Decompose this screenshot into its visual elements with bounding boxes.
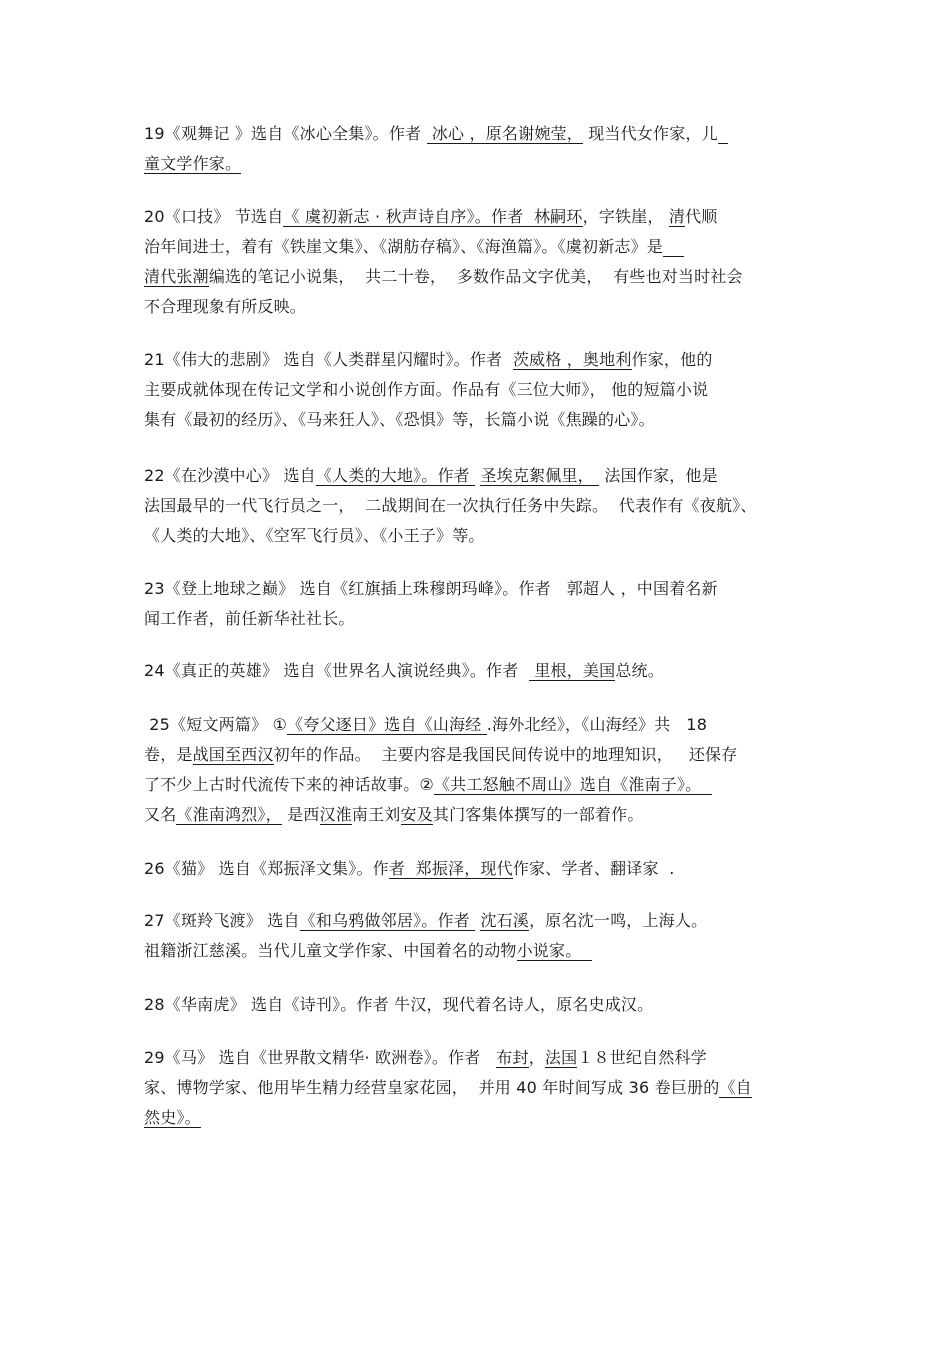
entry-28	[144, 990, 810, 1020]
text-run: ，原名沈一鸣，上海人。	[529, 911, 708, 930]
text-run: 闻工作者，前任新华社社长。	[144, 609, 355, 628]
text-run: 祖籍浙江慈溪。当代儿童文学作家、中国着名的动物	[144, 941, 517, 960]
underlined-text	[663, 237, 684, 257]
text-run: ，	[528, 1048, 545, 1067]
underlined-text: 清代张潮	[144, 267, 209, 286]
text-line	[144, 461, 810, 491]
underlined-text: 安及	[400, 805, 433, 824]
underlined-text: 《人类的大地》。作者	[315, 466, 476, 485]
text-run: 主要成就体现在传记文学和小说创作方面。作品有《三位大师》， 他的短篇小说	[144, 380, 709, 399]
text-line	[144, 1073, 810, 1103]
text-line	[144, 262, 810, 292]
underlined-text: 法国	[544, 1048, 578, 1067]
text-run: 编选的笔记小说集， 共二十卷， 多数作品文字优美， 有些也对当时社会	[208, 267, 743, 286]
text-run: １８世纪自然科学	[577, 1048, 707, 1067]
text-line	[144, 740, 810, 770]
text-line	[144, 521, 810, 551]
underlined-text: 然史》。	[144, 1108, 201, 1127]
text-line	[144, 119, 810, 149]
text-run: 南王刘	[351, 805, 401, 824]
underlined-text: 《自	[719, 1078, 752, 1097]
underlined-text: 战国至西汉	[192, 745, 274, 764]
underlined-text: 《 虞初新志 · 秋声诗自序》。作者 林嗣环	[283, 207, 583, 226]
text-run: 代顺	[685, 207, 718, 226]
text-run: 27《斑羚飞渡》 选自	[144, 911, 300, 930]
underlined-text: 茨威格 ，奥地利	[512, 350, 632, 369]
text-run: 又名	[144, 805, 177, 824]
underlined-text: 小说家。	[516, 941, 592, 960]
underlined-text: 《共工怒触不周山》选自《淮南子》。	[433, 775, 712, 794]
text-line	[144, 800, 810, 830]
text-line	[144, 149, 810, 179]
text-line	[144, 345, 810, 375]
entry-27	[144, 906, 810, 966]
text-line	[144, 906, 810, 936]
text-line	[144, 375, 810, 405]
underlined-text: 汉淮	[319, 805, 352, 824]
text-run: 24《真正的英雄》 选自《世界名人演说经典》。作者	[144, 661, 530, 680]
text-run: 了不少上古时代流传下来的神话故事。②	[144, 775, 434, 794]
text-line	[144, 854, 810, 884]
text-run: 家、博物学家、他用毕生精力经营皇家花园， 并用 40 年时间写成 36 卷巨册的	[144, 1078, 720, 1097]
text-run: 25《短文两篇》 ①	[144, 715, 288, 734]
text-run: 20《口技》 节选自	[144, 207, 284, 226]
underlined-text: 布封	[496, 1048, 529, 1067]
text-line	[144, 936, 810, 966]
underlined-text: 里根，美国	[529, 661, 616, 680]
text-run: 作家，他的	[631, 350, 713, 369]
text-run: 法国作家，他是	[599, 466, 718, 485]
underlined-text: 清	[668, 207, 686, 226]
entry-21	[144, 345, 810, 435]
text-run: 治年间进士，着有《铁崖文集》、《湖舫存稿》、《海渔篇》。《虞初新志》是	[144, 237, 664, 256]
underlined-text	[718, 124, 729, 144]
text-run: 其门客集体撰写的一部着作。	[432, 805, 644, 824]
text-line	[144, 1103, 810, 1133]
text-run: 29《马》 选自《世界散文精华· 欧洲卷》。作者	[144, 1048, 497, 1067]
text-run: 23《登上地球之巅》 选自《红旗插上珠穆朗玛峰》。作者 郭超人 ，中国着名新	[144, 579, 718, 598]
text-run: 初年的作品。 主要内容是我国民间传说中的地理知识， 还保存	[273, 745, 738, 764]
text-run: 22《在沙漠中心》 选自	[144, 466, 316, 485]
text-line	[144, 604, 810, 634]
underlined-text: 者 郑振泽，现代	[388, 859, 513, 878]
text-run: ，字铁崖，	[582, 207, 669, 226]
underlined-text: 《淮南鸿烈》，	[176, 805, 282, 824]
text-run: 26《猫》 选自《郑振泽文集》。作	[144, 859, 389, 878]
entry-20	[144, 202, 810, 322]
text-line	[144, 574, 810, 604]
underlined-text: 沈石溪	[480, 911, 530, 930]
entry-22	[144, 461, 810, 551]
text-run: 28《华南虎》 选自《诗刊》。作者 牛汉，现代着名诗人，原名史成汉。	[144, 995, 654, 1014]
text-line	[144, 770, 810, 800]
text-run: 是西	[281, 805, 320, 824]
text-run: 21《伟大的悲剧》 选自《人类群星闪耀时》。作者	[144, 350, 513, 369]
text-line	[144, 990, 810, 1020]
entry-26	[144, 854, 810, 884]
underlined-text: 冰心 ，原名谢婉莹，	[426, 124, 583, 143]
entry-25	[144, 710, 810, 830]
underlined-text: 童文学作家。	[144, 154, 242, 173]
text-run: .海外北经》，《山海经》共 18	[486, 715, 708, 734]
text-run: 不合理现象有所反映。	[144, 297, 307, 316]
text-line	[144, 491, 810, 521]
text-run: 作家、学者、翻译家 .	[512, 859, 675, 878]
underlined-text: 圣埃克絮佩里，	[480, 466, 600, 485]
text-run: 现当代女作家，儿	[582, 124, 718, 143]
entry-23	[144, 574, 810, 634]
text-line	[144, 202, 810, 232]
entry-19	[144, 119, 810, 179]
text-line	[144, 232, 810, 262]
underlined-text: 《夸父逐日》选自《山海经	[287, 715, 487, 734]
text-run: 法国最早的一代飞行员之一， 二战期间在一次执行任务中失踪。 代表作有《夜航》、	[144, 496, 757, 515]
text-run: 卷，是	[144, 745, 193, 764]
entry-29	[144, 1043, 810, 1133]
underlined-text: 《和乌鸦做邻居》。作者	[299, 911, 476, 930]
text-line	[144, 292, 810, 322]
text-line	[144, 1043, 810, 1073]
entry-24	[144, 656, 810, 686]
text-run: 集有《最初的经历》、《马来狂人》、《恐惧》等，长篇小说《焦躁的心》。	[144, 410, 655, 429]
text-run: 总统。	[615, 661, 664, 680]
text-run: 《人类的大地》、《空军飞行员》、《小王子》等。	[144, 526, 485, 545]
text-line	[144, 656, 810, 686]
text-run: 19《观舞记 》选自《冰心全集》。作者	[144, 124, 427, 143]
text-line	[144, 405, 810, 435]
text-line	[144, 710, 810, 740]
